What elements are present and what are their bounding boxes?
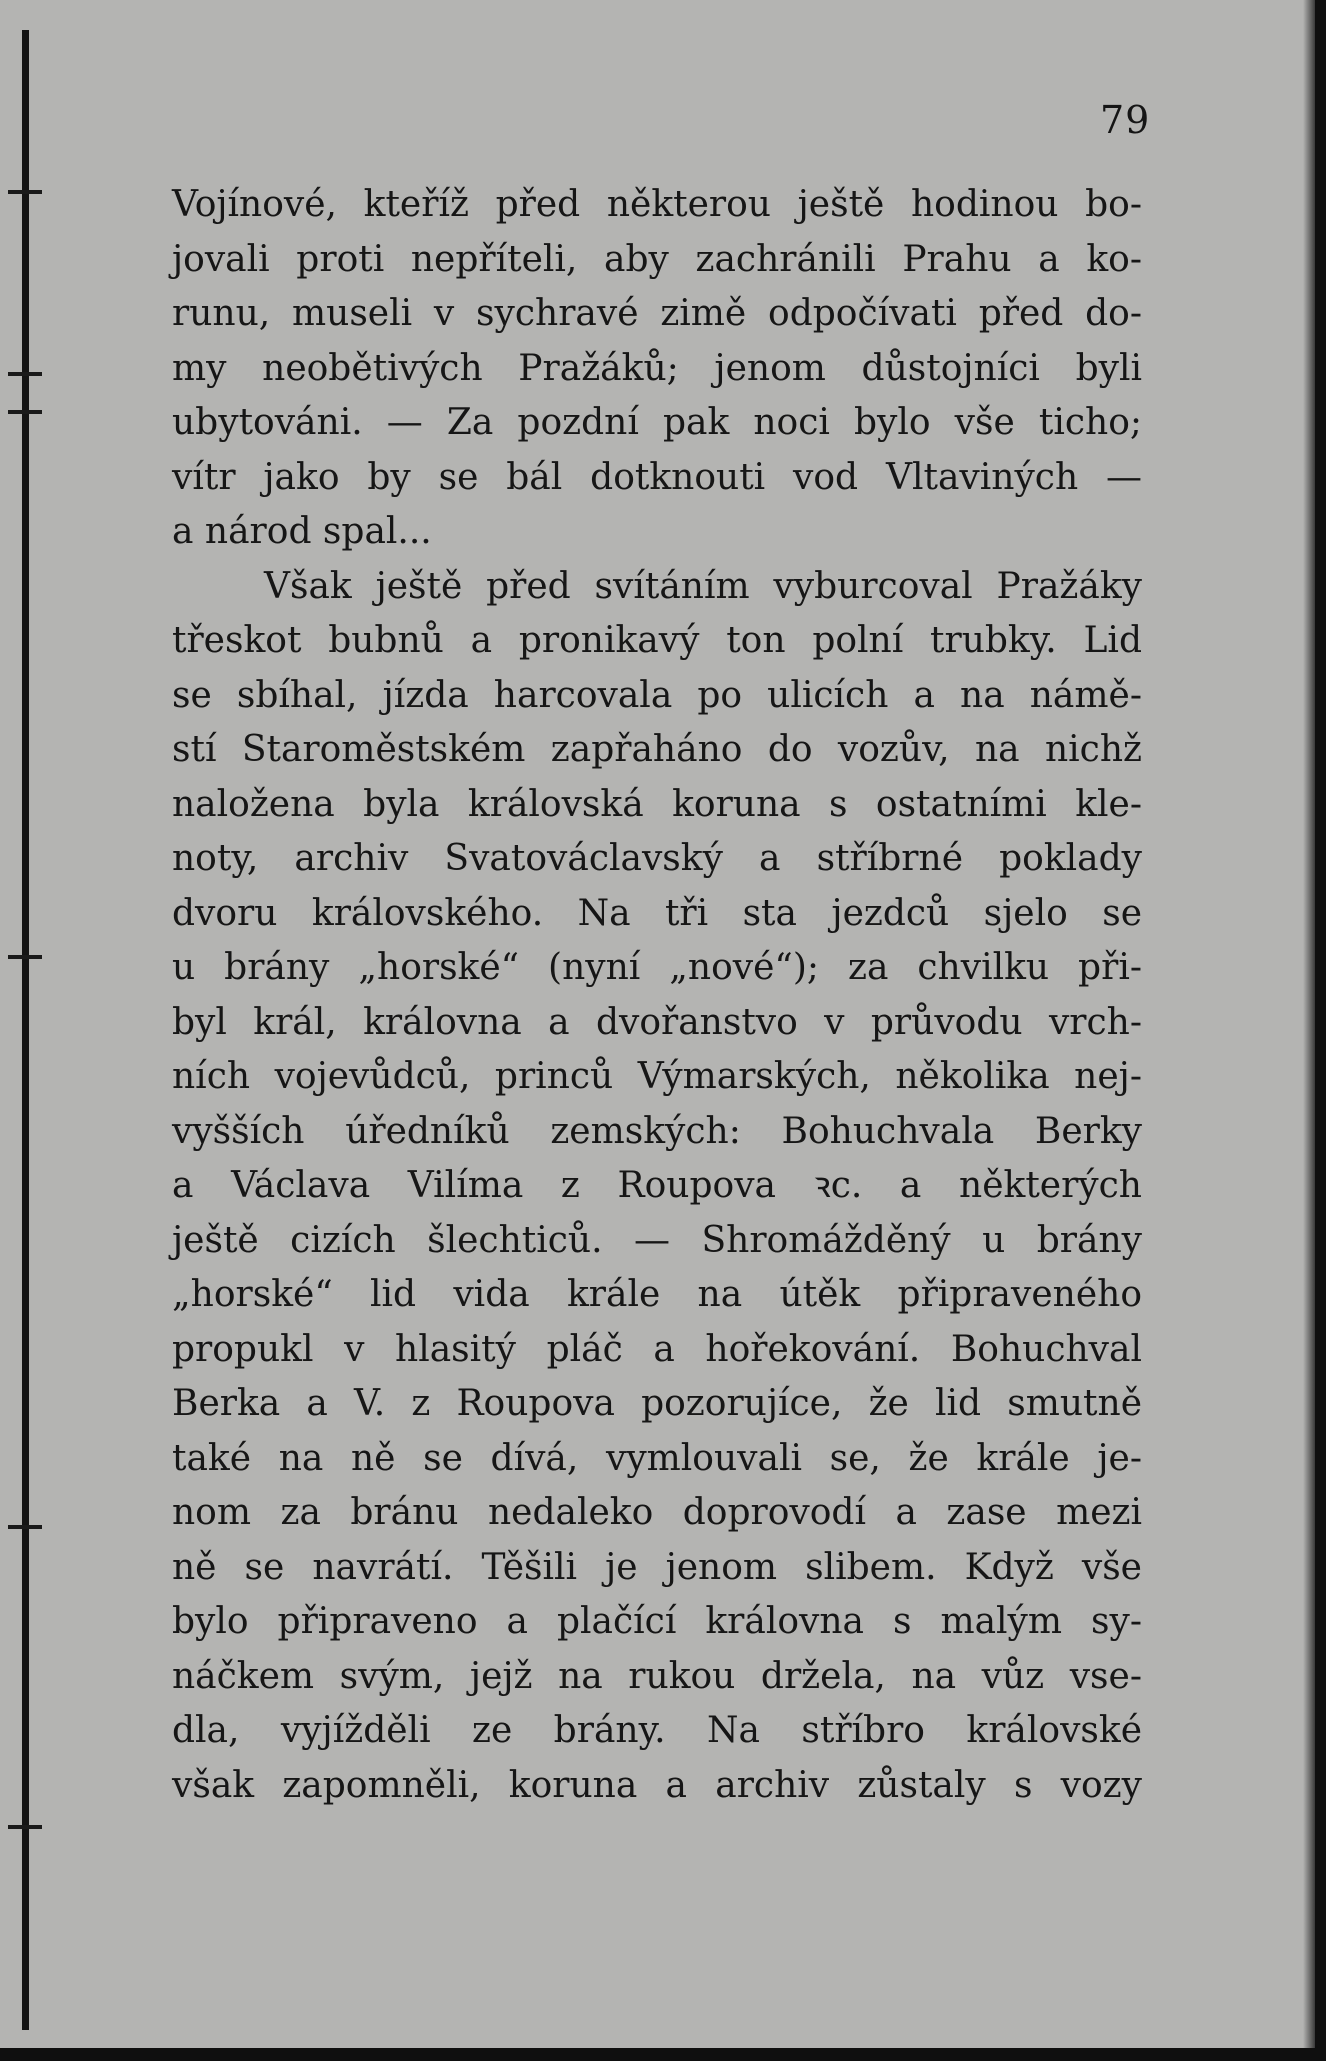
binding-mark: [8, 1825, 42, 1829]
text-line: u brány „horské“ (nyní „nové“); za chvilku při-: [172, 947, 1142, 988]
binding-mark: [8, 955, 42, 959]
binding-mark: [8, 410, 42, 414]
text-line: stí Staroměstském zapřaháno do vozův, na nichž: [172, 729, 1142, 770]
text-line: nom za bránu nedaleko doprovodí a zase mezi: [172, 1492, 1142, 1533]
text-line: ještě cizích šlechticů. — Shromážděný u brány: [172, 1219, 1142, 1261]
text-line: ních vojevůdců, princů Výmarských, několika nej-: [172, 1056, 1142, 1097]
text-line: náčkem svým, jejž na rukou držela, na vůz vse-: [172, 1655, 1142, 1697]
text-line: dvoru královského. Na tři sta jezdců sjelo se: [172, 892, 1142, 934]
text-line: Vojínové, kteříž před některou ještě hodinou bo-: [172, 184, 1142, 225]
body-text: [172, 178, 1142, 1813]
text-line: také na ně se dívá, vymlouvali se, že krále je-: [172, 1437, 1142, 1479]
page-edge-shadow: [1303, 0, 1315, 2048]
text-line: ubytováni. — Za pozdní pak noci bylo vše ticho;: [172, 402, 1142, 443]
binding-mark: [8, 372, 42, 376]
text-line: však zapomněli, koruna a archiv zůstaly s vozy: [172, 1764, 1142, 1806]
text-line: ně se navrátí. Těšili je jenom slibem. Když vše: [172, 1546, 1142, 1588]
text-line: dla, vyjížděli ze brány. Na stříbro královské: [172, 1710, 1142, 1751]
text-line: a Václava Vilíma z Roupova ꝛc. a některých: [172, 1165, 1142, 1206]
text-line: třeskot bubnů a pronikavý ton polní trubky. Lid: [172, 620, 1142, 661]
binding-line: [22, 30, 29, 2030]
binding-mark: [8, 190, 42, 194]
text-line: my neobětivých Pražáků; jenom důstojníci byli: [172, 347, 1142, 389]
text-line: se sbíhal, jízda harcovala po ulicích a na námě-: [172, 674, 1142, 716]
binding-mark: [8, 1525, 42, 1529]
text-line: bylo připraveno a plačící královna s malým sy-: [172, 1601, 1142, 1642]
text-line: jovali proti nepříteli, aby zachránili Prahu a ko-: [172, 238, 1142, 280]
text-line: vítr jako by se bál dotknouti vod Vltaviných —: [172, 456, 1142, 498]
text-line: noty, archiv Svatováclavský a stříbrné poklady: [172, 838, 1142, 879]
text-line: vyšších úředníků zemských: Bohuchvala Berky: [172, 1110, 1142, 1152]
text-line: Však ještě před svítáním vyburcoval Pražáky: [264, 565, 1142, 607]
text-line: runu, museli v sychravé zimě odpočívati před do-: [172, 293, 1142, 334]
text-line: a národ spal...: [172, 511, 432, 552]
text-line: byl král, královna a dvořanstvo v průvodu vrch-: [172, 1001, 1142, 1043]
page-number: 79: [1100, 98, 1151, 142]
text-line: naložena byla královská koruna s ostatními kle-: [172, 783, 1142, 825]
text-line: Berka a V. z Roupova pozorujíce, že lid smutně: [172, 1383, 1142, 1424]
text-line: „horské“ lid vida krále na útěk připraveného: [172, 1274, 1142, 1315]
text-line: propukl v hlasitý pláč a hořekování. Bohuchval: [172, 1328, 1142, 1370]
